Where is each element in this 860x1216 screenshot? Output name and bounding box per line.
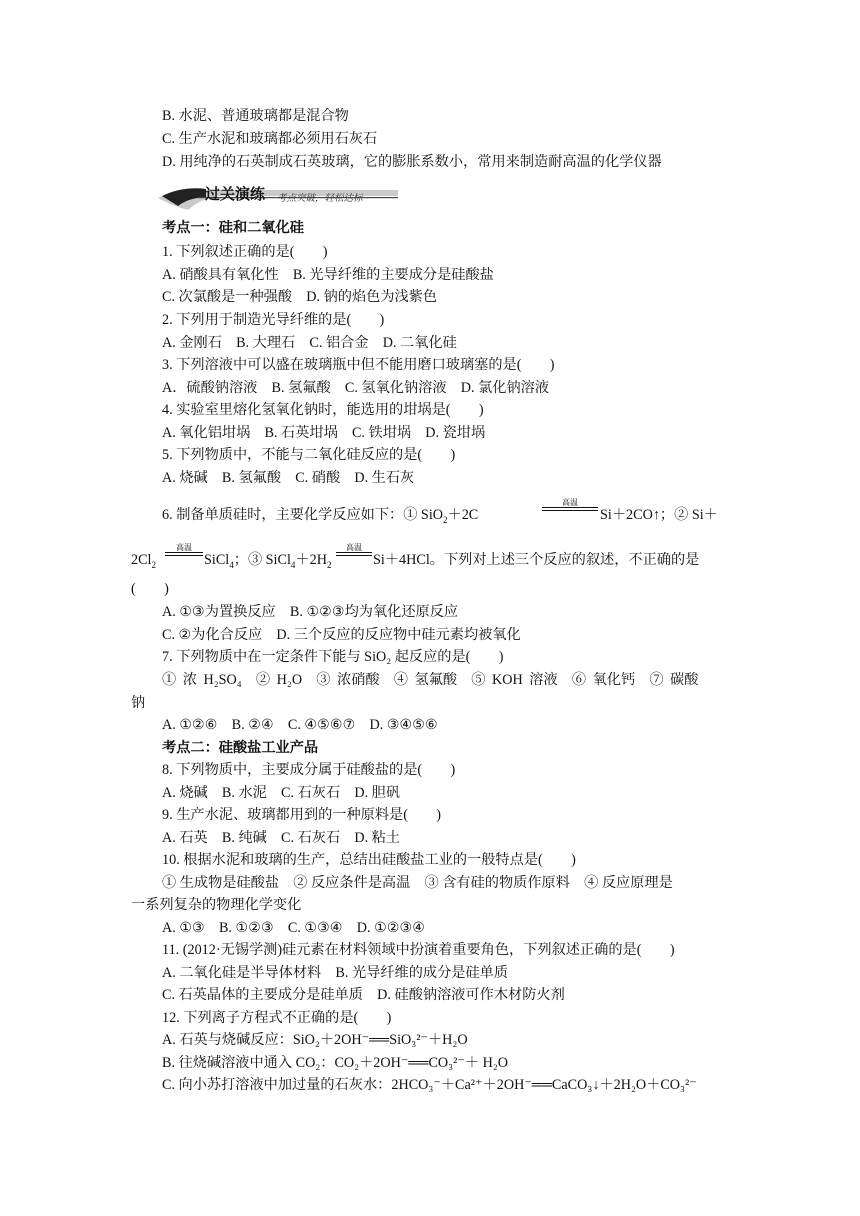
question-7-options: A. ①②⑥ B. ②④ C. ④⑤⑥⑦ D. ③④⑤⑥ [162, 717, 438, 733]
question-1-options-cd: C. 次氯酸是一种强酸 D. 钠的焰色为浅紫色 [162, 289, 438, 305]
question-6-line-2b: SiCl$_4$；③ $SiCl_4+2H_2$ [204, 552, 332, 570]
q6-text-c: Si＋2CO↑；② Si＋ [600, 507, 718, 523]
q6-condition-2: 高温 [165, 543, 203, 556]
q6-text-a: 6. 制备单质硅时，主要化学反应如下：① SiO [162, 507, 444, 523]
question-12-option-a: A. 石英与烧碱反应：SiO₂＋2OH⁻══SiO₃²⁻＋H₂O [162, 1032, 468, 1048]
question-1-stem: 1. 下列叙述正确的是( ) [162, 244, 328, 260]
question-4-stem: 4. 实验室里熔化氢氧化钠时，能选用的坩埚是( ) [162, 402, 484, 418]
q6-text-b: ＋2C [447, 507, 479, 523]
question-6-options-ab: A. ①③为置换反应 B. ①②③均为氧化还原反应 [162, 604, 459, 620]
question-7-items-cont: 钠 [131, 695, 146, 711]
question-6-line-2c: Si＋4HCl。下列对上述三个反应的叙述，不正确的是 [373, 552, 700, 568]
question-10-items: ① 生成物是硅酸盐 ② 反应条件是高温 ③ 含有硅的物质作原料 ④ 反应原理是 [162, 875, 673, 891]
option-d-text: D. 用纯净的石英制成石英玻璃，它的膨胀系数小，常用来制造耐高温的化学仪器 [162, 154, 662, 170]
question-10-options: A. ①③ B. ①②③ C. ①③④ D. ①②③④ [162, 920, 425, 936]
question-9-options: A. 石英 B. 纯碱 C. 石灰石 D. 粘土 [162, 830, 401, 846]
question-5-options: A. 烧碱 B. 氢氟酸 C. 硝酸 D. 生石灰 [162, 470, 415, 486]
question-3-stem: 3. 下列溶液中可以盛在玻璃瓶中但不能用磨口玻璃塞的是( ) [162, 357, 555, 373]
question-12-option-b: B. 往烧碱溶液中通入 CO₂：CO₂＋2OH⁻══CO₃²⁻＋ H₂O [162, 1055, 509, 1071]
question-9-stem: 9. 生产水泥、玻璃都用到的一种原料是( ) [162, 807, 442, 823]
question-10-items-cont: 一系列复杂的物理化学变化 [131, 897, 302, 913]
q6-condition-3: 高温 [336, 543, 372, 556]
section-heading-1: 考点一：硅和二氧化硅 [162, 220, 304, 236]
question-3-options: A．硫酸钠溶液 B. 氢氟酸 C. 氢氧化钠溶液 D. 氯化钠溶液 [162, 380, 550, 396]
question-1-options-ab: A. 硝酸具有氧化性 B. 光导纤维的主要成分是硅酸盐 [162, 267, 494, 283]
question-10-stem: 10. 根据水泥和玻璃的生产，总结出硅酸盐工业的一般特点是( ) [162, 852, 576, 868]
question-2-options: A. 金刚石 B. 大理石 C. 铝合金 D. 二氧化硅 [162, 335, 457, 351]
option-c-text: C. 生产水泥和玻璃都必须用石灰石 [162, 131, 378, 147]
question-5-stem: 5. 下列物质中，不能与二氧化硅反应的是( ) [162, 447, 456, 463]
question-4-options: A. 氧化铝坩埚 B. 石英坩埚 C. 铁坩埚 D. 瓷坩埚 [162, 425, 486, 441]
question-11-stem: 11. (2012·无锡学测)硅元素在材料领域中扮演着重要角色，下列叙述正确的是( ) [162, 942, 675, 958]
question-12-option-c: C. 向小苏打溶液中加过量的石灰水：2HCO₃⁻＋Ca²⁺＋2OH⁻══CaCO₃↓＋2H₂O＋CO₃²⁻ [162, 1077, 697, 1093]
banner-title: 过关演练 [205, 185, 266, 203]
q6-condition-1: 高温 [542, 498, 598, 511]
question-6-line-1: 6. 制备单质硅时，主要化学反应如下：① SiO$_2$＋2C [162, 507, 479, 525]
section-heading-2: 考点二：硅酸盐工业产品 [162, 740, 319, 756]
question-8-stem: 8. 下列物质中，主要成分属于硅酸盐的是( ) [162, 762, 456, 778]
question-6-line-2a: $2Cl_2$ [131, 552, 156, 570]
option-b-text: B. 水泥、普通玻璃都是混合物 [162, 108, 349, 124]
question-2-stem: 2. 下列用于制造光导纤维的是( ) [162, 312, 385, 328]
question-11-options-cd: C. 石英晶体的主要成分是硅单质 D. 硅酸钠溶液可作木材防火剂 [162, 987, 565, 1003]
question-11-options-ab: A. 二氧化硅是半导体材料 B. 光导纤维的成分是硅单质 [162, 965, 509, 981]
question-7-items: ① 浓 H₂SO₄ ② H₂O ③ 浓硝酸 ④ 氢氟酸 ⑤ KOH 溶液 ⑥ 氧化钙 ⑦ 碳酸 [162, 672, 699, 688]
question-6-line-3: ( ) [131, 581, 169, 597]
question-8-options: A. 烧碱 B. 水泥 C. 石灰石 D. 胆矾 [162, 785, 401, 801]
question-12-stem: 12. 下列离子方程式不正确的是( ) [162, 1010, 392, 1026]
banner-subtitle: 考点突破，轻松达标 [277, 193, 363, 204]
question-6-options-cd: C. ②为化合反应 D. 三个反应的反应物中硅元素均被氧化 [162, 627, 521, 643]
question-7-stem: 7. 下列物质中在一定条件下能与 SiO₂ 起反应的是( ) [162, 649, 504, 665]
